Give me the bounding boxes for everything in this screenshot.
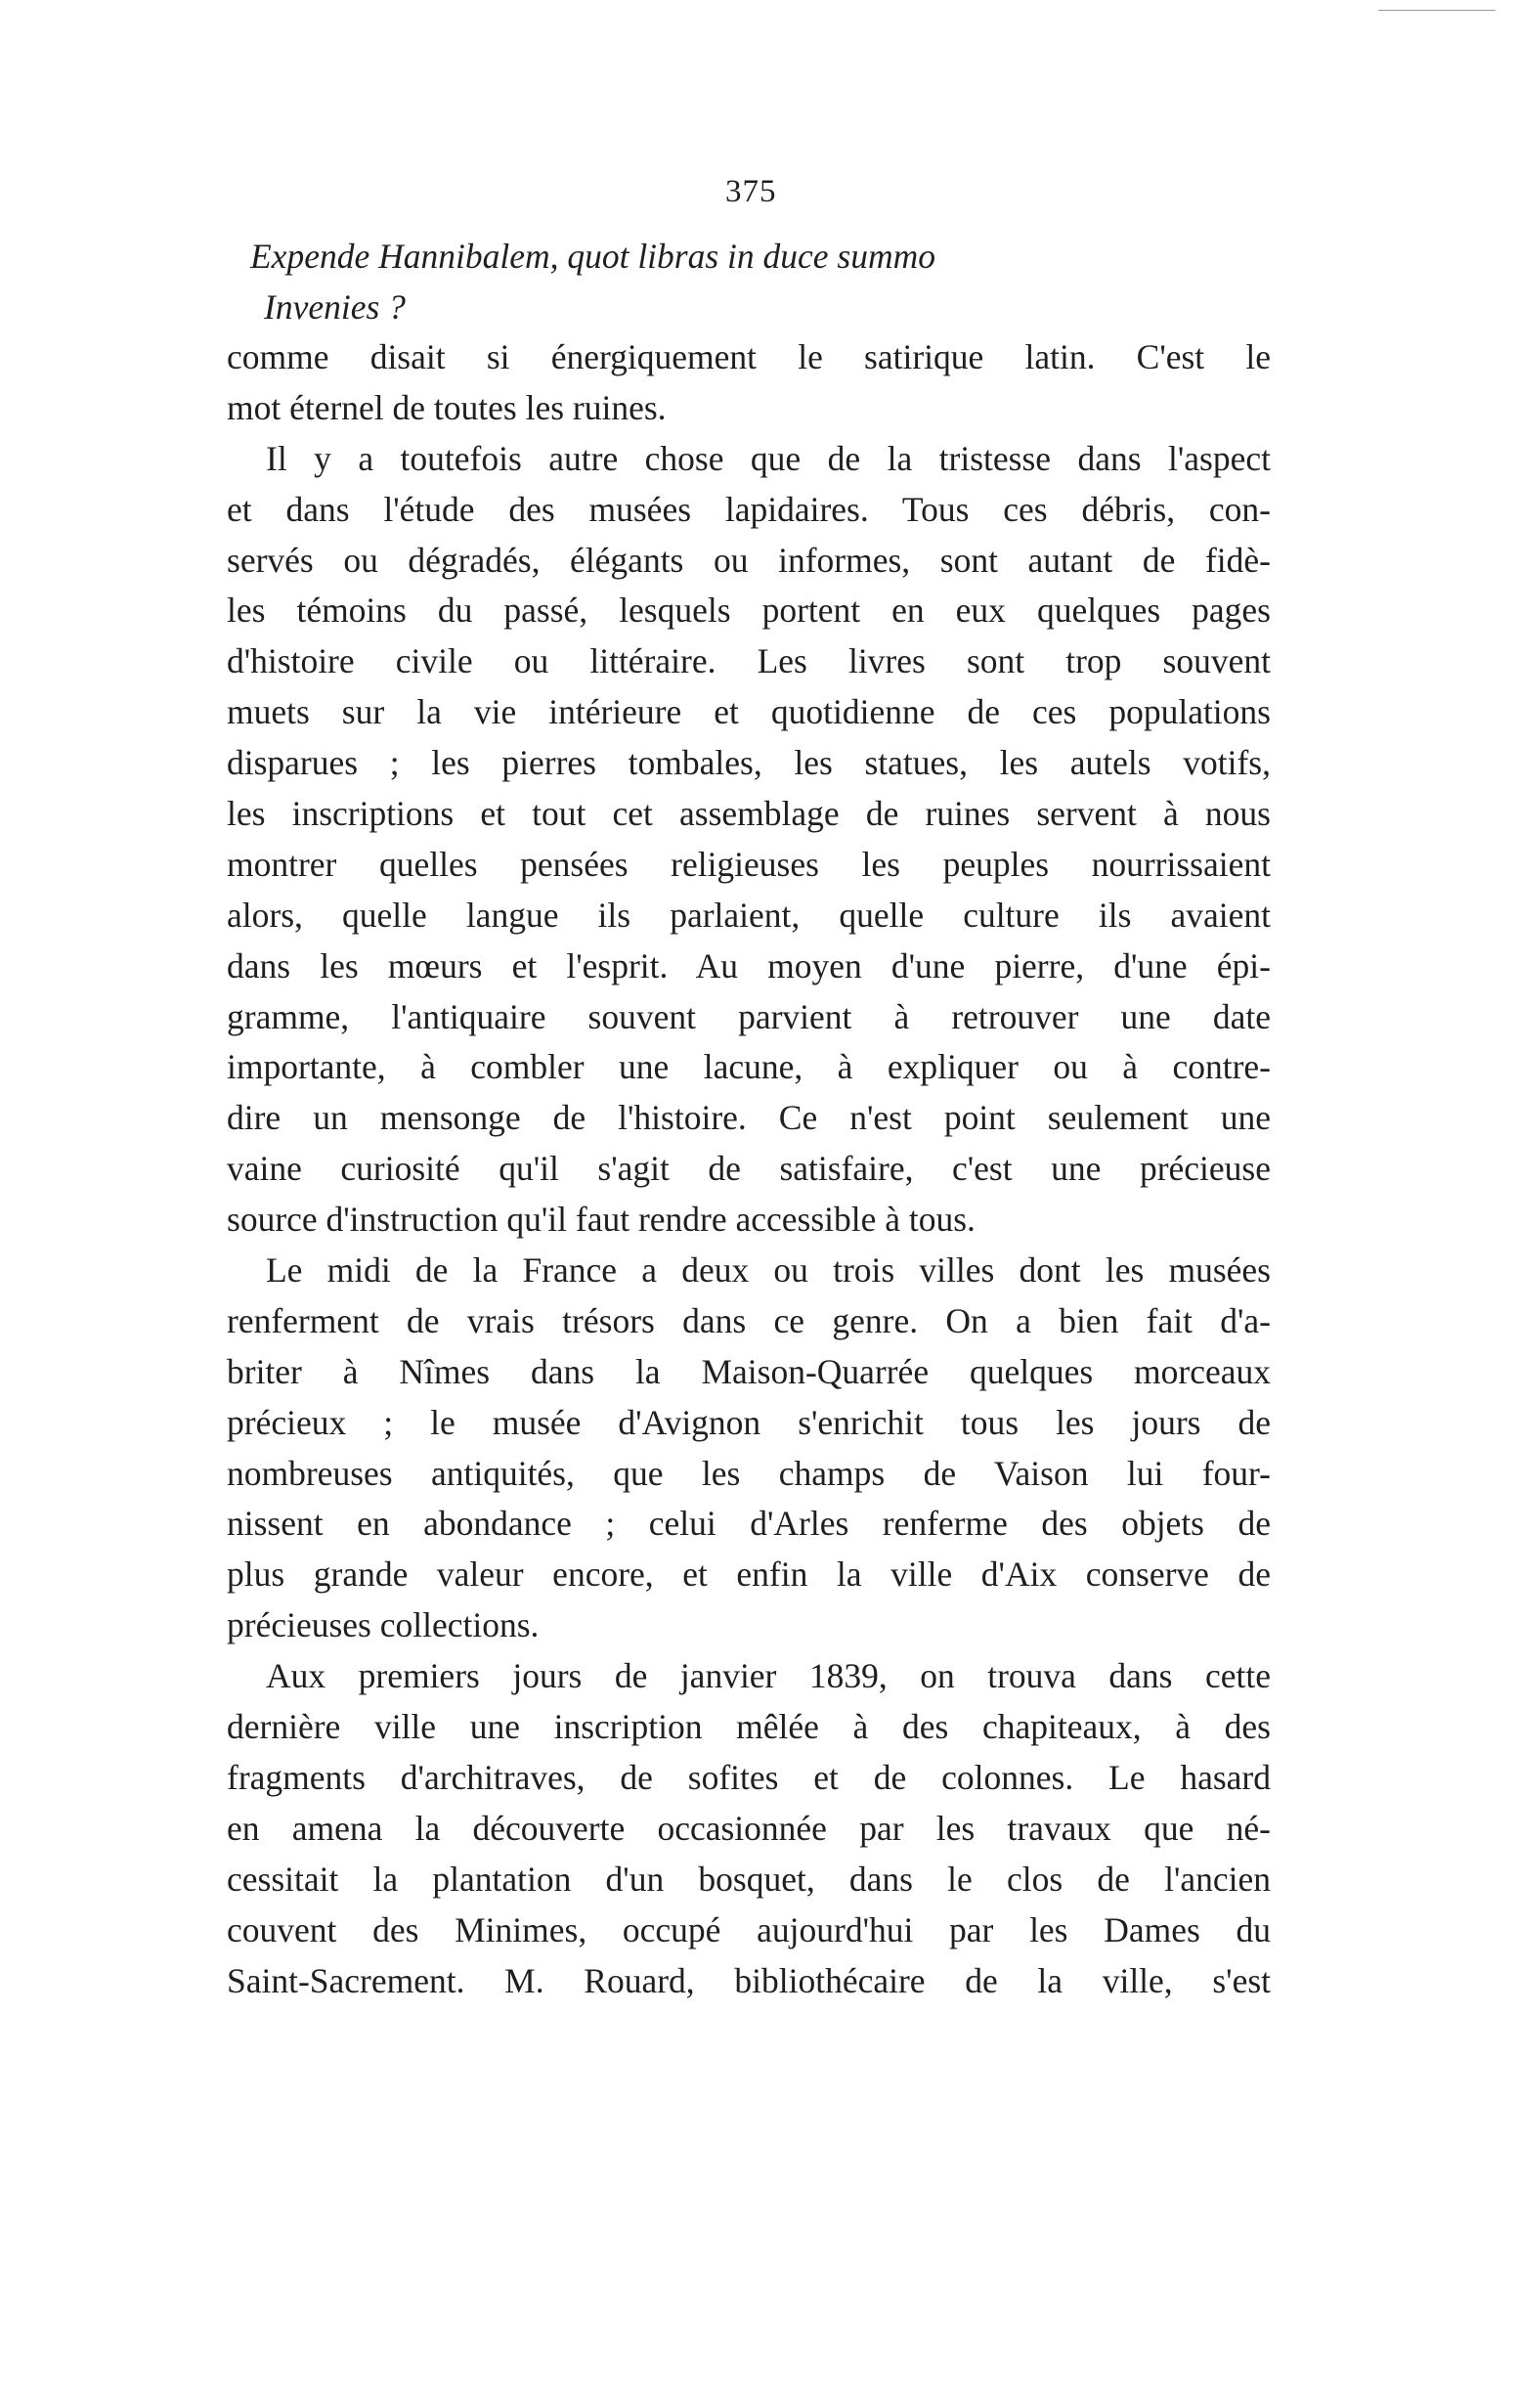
text-line: mot éternel de toutes les ruines. (227, 387, 667, 427)
text-line: montrer quelles pensées religieuses les peuples nourrissaient (227, 844, 1271, 884)
quote-line-2: Invenies ? (264, 287, 406, 327)
text-line: muets sur la vie intérieure et quotidienne de ces populations (227, 692, 1271, 732)
text-line: comme disait si énergiquement le satirique latin. C'est le (227, 337, 1271, 376)
text-line: précieux ; le musée d'Avignon s'enrichit tous les jours de (227, 1402, 1271, 1442)
text-line: les témoins du passé, lesquels portent en eux quelques pages (227, 591, 1271, 631)
text-line: les inscriptions et tout cet assemblage de ruines servent à nous (227, 794, 1271, 834)
text-line: servés ou dégradés, élégants ou informes, sont autant de fidè- (227, 540, 1271, 580)
text-line: Le midi de la France a deux ou trois villes dont les musées (266, 1250, 1271, 1291)
text-line: nissent en abondance ; celui d'Arles renferme des objets de (227, 1504, 1271, 1544)
text-line: vaine curiosité qu'il s'agit de satisfaire, c'est une précieuse (227, 1149, 1271, 1189)
text-line: couvent des Minimes, occupé aujourd'hui par les Dames du (227, 1909, 1271, 1949)
text-line: d'histoire civile ou littéraire. Les livres sont trop souvent (227, 641, 1271, 681)
text-line: précieuses collections. (227, 1605, 540, 1645)
text-line: et dans l'étude des musées lapidaires. Tous ces débris, con- (227, 489, 1271, 529)
text-line: importante, à combler une lacune, à expliquer ou à contre- (227, 1047, 1271, 1087)
text-line: fragments d'architraves, de sofites et de colonnes. Le hasard (227, 1757, 1271, 1797)
latin-quote (250, 231, 935, 332)
text-line: dans les mœurs et l'esprit. Au moyen d'une pierre, d'une épi- (227, 945, 1271, 985)
text-line: renferment de vrais trésors dans ce genre. On a bien fait d'a- (227, 1300, 1271, 1340)
text-line: dernière ville une inscription mêlée à des chapiteaux, à des (227, 1707, 1271, 1747)
text-line: en amena la découverte occasionnée par les travaux que né- (227, 1808, 1271, 1848)
text-line: Saint-Sacrement. M. Rouard, bibliothécaire de la ville, s'est (227, 1960, 1271, 2000)
text-line: cessitait la plantation d'un bosquet, dans le clos de l'ancien (227, 1859, 1271, 1899)
text-line: alors, quelle langue ils parlaient, quelle culture ils avaient (227, 895, 1271, 935)
text-line: source d'instruction qu'il faut rendre accessible à tous. (227, 1200, 976, 1240)
text-line: gramme, l'antiquaire souvent parvient à retrouver une date (227, 996, 1271, 1036)
text-line: plus grande valeur encore, et enfin la ville d'Aix conserve de (227, 1554, 1271, 1595)
text-line: nombreuses antiquités, que les champs de Vaison lui four- (227, 1453, 1271, 1493)
quote-line-1: Expende Hannibalem, quot libras in duce summo (250, 237, 936, 276)
text-line: Aux premiers jours de janvier 1839, on trouva dans cette (266, 1656, 1271, 1696)
body-text (227, 332, 1271, 2006)
text-line: dire un mensonge de l'histoire. Ce n'est point seulement une (227, 1098, 1271, 1138)
text-line: Il y a toutefois autre chose que de la tristesse dans l'aspect (266, 438, 1271, 478)
text-line: briter à Nîmes dans la Maison-Quarrée quelques morceaux (227, 1351, 1271, 1391)
scan-edge-mark (1378, 10, 1496, 14)
text-line: disparues ; les pierres tombales, les statues, les autels votifs, (227, 743, 1271, 783)
page-number: 375 (725, 174, 777, 209)
